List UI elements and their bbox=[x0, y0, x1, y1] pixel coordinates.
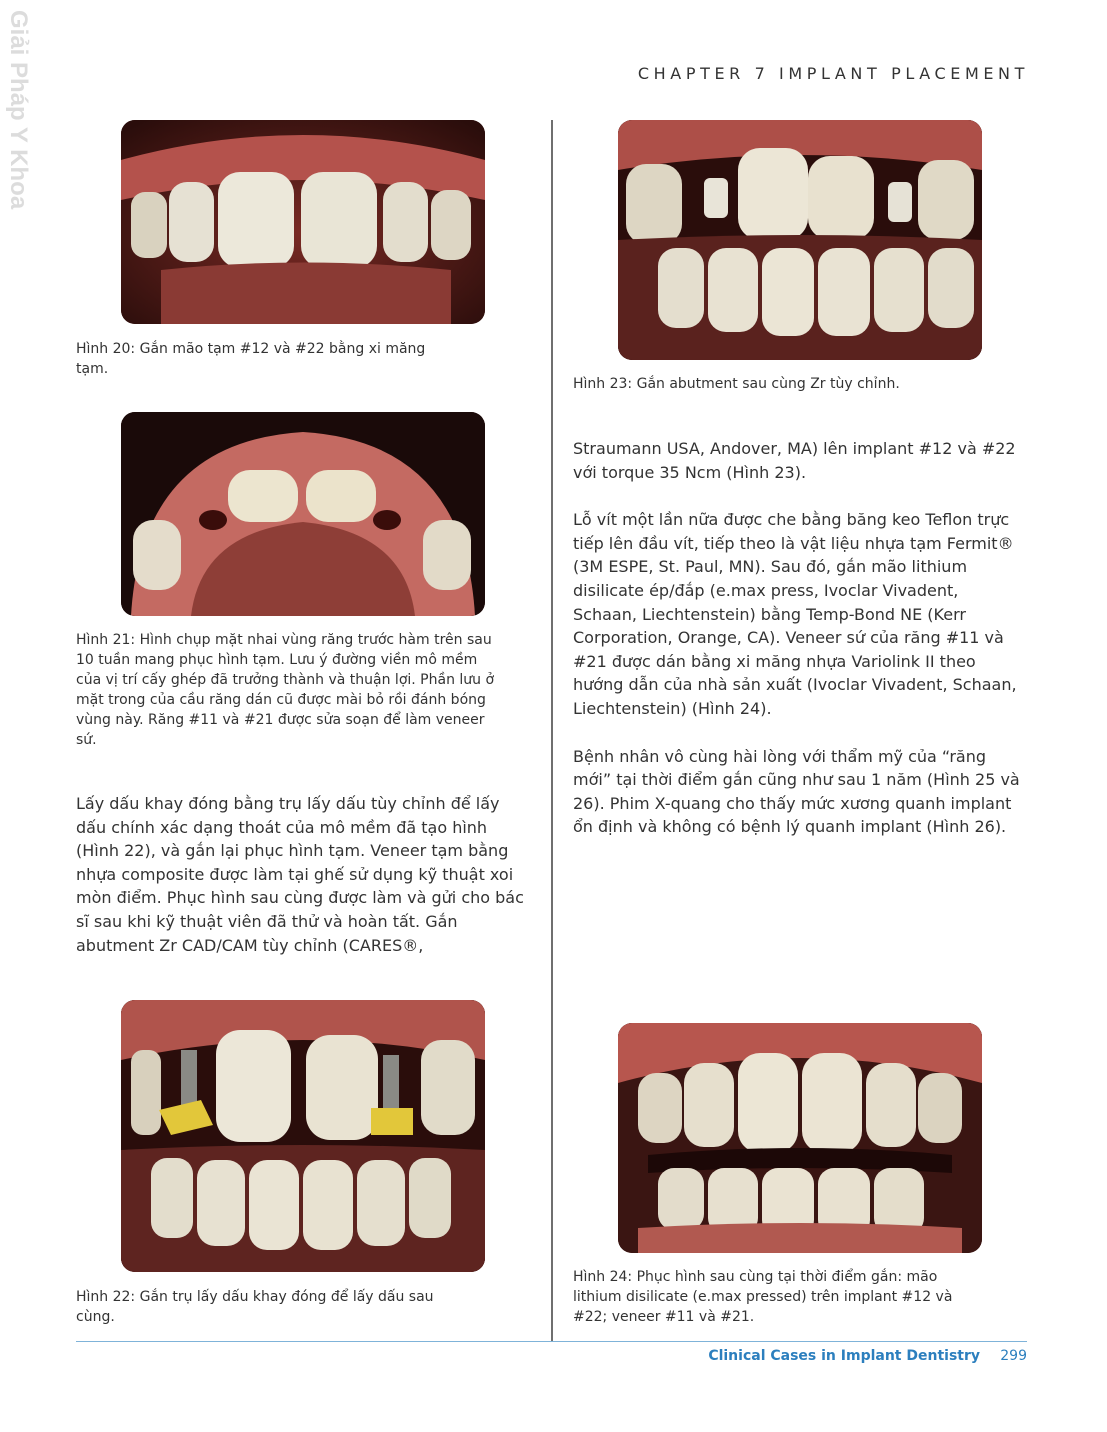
right-paragraph-2: Lỗ vít một lần nữa được che bằng băng keo Teflon trực tiếp lên đầu vít, tiếp theo là vật liệu nhựa tạm Fermit® (3M ESPE, St. Paul, MN). Sau đó, gắn mão lithium disilicate ép/đắp (e.max press, Ivoclar Vivadent, Schaan, Liechtenstein) bằng Temp-Bond NE (Kerr Corporation, Orange, CA). Veneer sứ của răng #11 và #21 được dán bằng xi măng nhựa Variolink II theo hướng dẫn của nhà sản xuất (Ivoclar Vivadent, Schaan, Liechtenstein) (Hình 24). bbox=[573, 510, 1017, 718]
figure-24-photo bbox=[618, 1023, 982, 1253]
right-paragraph-1: Straumann USA, Andover, MA) lên implant #12 và #22 với torque 35 Ncm (Hình 23). bbox=[573, 439, 1016, 482]
figure-21-photo bbox=[121, 412, 485, 616]
column-divider bbox=[551, 120, 553, 1341]
right-paragraph-3: Bệnh nhân vô cùng hài lòng với thẩm mỹ của “răng mới” tại thời điểm gắn cũng như sau 1 năm (Hình 25 và 26). Phim X-quang cho thấy mức xương quanh implant ổn định và không có bệnh lý quanh implant (Hình 26). bbox=[573, 746, 1020, 837]
page-number: 299 bbox=[1000, 1348, 1027, 1364]
figure-23-photo bbox=[618, 120, 982, 360]
left-paragraph-1: Lấy dấu khay đóng bằng trụ lấy dấu tùy chỉnh để lấy dấu chính xác dạng thoát của mô mềm đã tạo hình (Hình 22), và gắn lại phục hình tạm. Veneer tạm bằng nhựa composite được làm tại ghế sử dụng kỹ thuật xoi mòn điểm. Phục hình sau cùng được làm và gửi cho bác sĩ sau khi kỹ thuật viên đã thử và hoàn tất. Gắn abutment Zr CAD/CAM tùy chỉnh (CARES®, bbox=[76, 794, 524, 955]
right-body-text bbox=[573, 437, 1025, 863]
footer-rule bbox=[76, 1341, 1027, 1342]
figure-21-caption: Hình 21: Hình chụp mặt nhai vùng răng trước hàm trên sau 10 tuần mang phục hình tạm. Lưu ý đường viền mô mềm của vị trí cấy ghép đã trưởng thành và thuận lợi. Phần lưu ở mặt trong của cầu răng dán cũ được mài bỏ rồi đánh bóng vùng này. Răng #11 và #21 được sửa soạn để làm veneer sứ. bbox=[76, 632, 495, 748]
figure-20-photo bbox=[121, 120, 485, 324]
watermark: Giải Pháp Y Khoa bbox=[5, 10, 32, 210]
figure-24-caption: Hình 24: Phục hình sau cùng tại thời điểm gắn: mão lithium disilicate (e.max pressed) trên implant #12 và #22; veneer #11 và #21. bbox=[573, 1269, 953, 1325]
figure-22-photo bbox=[121, 1000, 485, 1272]
left-body-text bbox=[76, 792, 526, 981]
figure-20-caption: Hình 20: Gắn mão tạm #12 và #22 bằng xi măng tạm. bbox=[76, 341, 426, 377]
figure-22-caption: Hình 22: Gắn trụ lấy dấu khay đóng để lấy dấu sau cùng. bbox=[76, 1289, 434, 1325]
figure-23-caption: Hình 23: Gắn abutment sau cùng Zr tùy chỉnh. bbox=[573, 376, 900, 392]
footer-book-title: Clinical Cases in Implant Dentistry bbox=[708, 1348, 980, 1364]
chapter-header: CHAPTER 7 IMPLANT PLACEMENT bbox=[637, 64, 1029, 83]
